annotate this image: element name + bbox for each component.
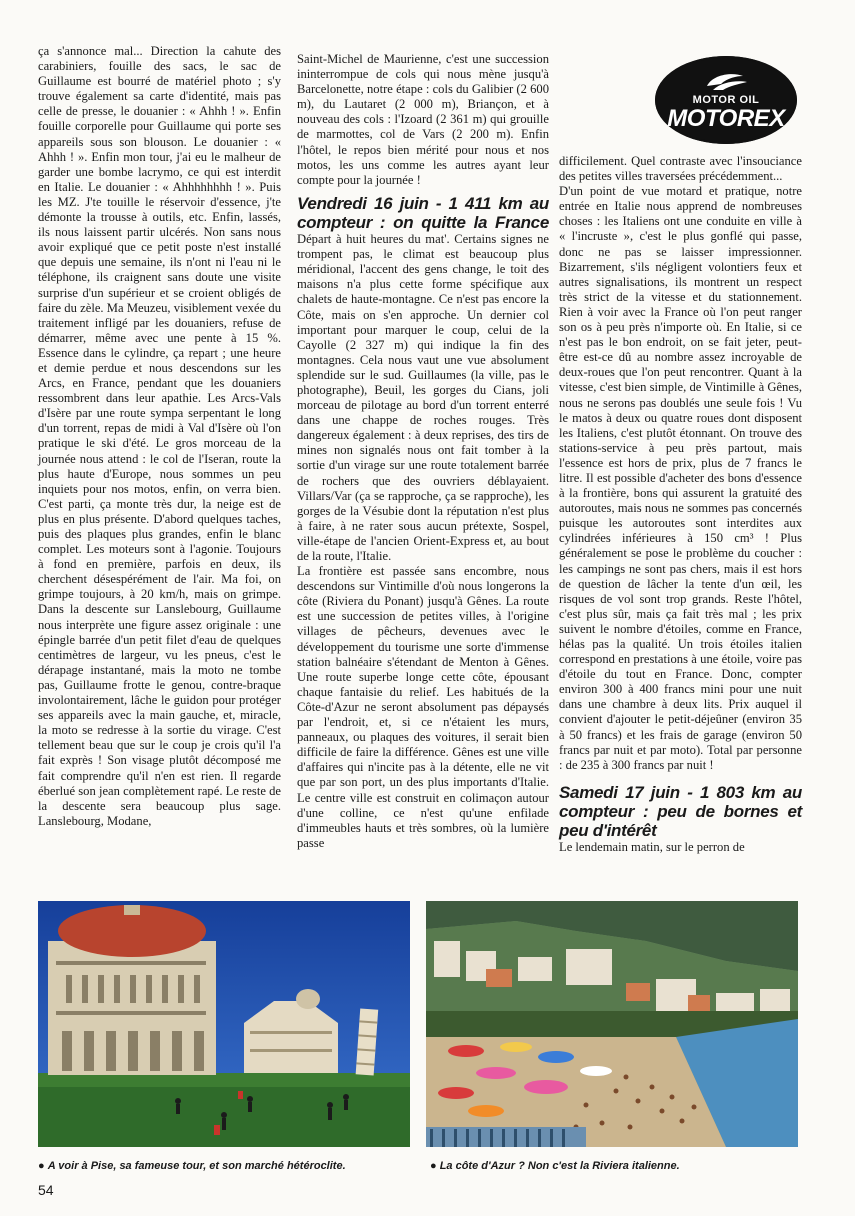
logo-title: MOTOREX [667,104,785,132]
bullet-icon: ● [38,1160,48,1172]
article-column-3 [559,154,802,855]
article-paragraph: difficilement. Quel contraste avec l'insouciance des petites villes traversées précédemment... D'un point de vue motard et pratique, notre entrée en Italie nous apprend de nombreuses choses : les Italiens ont une conduite en ville à « l'incruste », c'est le plus gonflé qui passe, donc ne pas se laisser impressionner. Bizarrement, s'ils négligent volontiers feux et autres signalisations, ils montrent un respect très strict de la vitesse et du stationnement. Rien à voir avec la France où l'on peut ranger son os à peu près n'importe où. En Italie, si ce n'est pas le bon endroit, on se fait jeter, peut-être est-ce dû au nombre assez incroyable de deux-roues que l'on peut rencontrer. Quant à la vitesse, c'est bien simple, de Vintimille à Gênes, nous ne serons pas doublés une seule fois ! Vu le matos à deux ou quatre roues dont disposent les Italiens, c'est plutôt étonnant. On trouve des stations-service à peu près partout, mais l'essence est hors de prix, plus de 7 francs le litre. Il est possible d'acheter des bons d'essence à la frontière, bons qui assurent la gratuité des autoroutes, mais nous ne sommes pas concernés puisque les autoroutes sont interdites aux cylindrées inférieures à 150 cm³ ! Plus généralement se pose le problème du coucher : les campings ne sont pas chers, mais il est hors de question de lâcher la tente d'un œil, les risques de vol sont trop grands. Reste l'hôtel, c'est plus sûr, mais ça fait très mal ; les prix suivent le nombre d'étoiles, comme en France, hélas pas la qualité. Un trois étoiles italien correspond en prestations à une étoile, voire pas d'étoile du tout en France. Donc, compter environ 300 à 400 francs mini pour une nuit dans une chambre à deux lits. Prix auquel il convient d'ajouter le petit-déjeûner (environ 35 à 50 francs) et les frais de garage (environ 50 francs par nuit et par moto). Total par personne : de 235 à 300 francs par nuit ! [559,154,802,772]
article-text: Départ à huit heures du mat'. Certains signes ne trompent pas, le climat est beaucoup plus méridional, l'accent des gens change, le toit des maisons n'a plus cette forme spécifique aux chalets de haute-montagne. Ce n'est pas encore la Côte, mais on s'en approche. Un dernier col important pour marquer le coup, celui de la Cayolle (2 327 m) qui indique la fin des montagnes. Cela nous vaut une vue absolument splendide sur le sud. Guillaumes (la ville, pas le photographe), Beuil, les gorges du Cians, joli morceau de pilotage au bord d'un torrent enterré dans une chappe de roches rouges. Très dangereux également : à deux reprises, des tirs de mines non signalés nous ont fait tomber à la sortie d'un virage sur une route totalement barrée de rochers que des ouvriers déblayaient. Villars/Var (ça se rapproche, ça se rapproche), les gorges de la Vésubie dont la réputation n'est plus à faire, à ne rater sous aucun prétexte, Sospel, ville-étape de l'ancien Orient-Express et, au bout de la route, l'Italie. [297,232,549,563]
logo-subtitle: MOTOR OIL [692,93,760,106]
article-paragraph: ça s'annonce mal... Direction la cahute des carabiniers, fouille des sacs, le sac de Guillaume est bourré de matériel photo ; s'y trouve également sa carte d'identité, mais pas celle de presse, le douanier : « Ahhh ! ». Enfin fouille corporelle pour Guillaume qui porte ses appareils sous son blouson. Le douanier : « Ahhh ! ». Enfin mon tour, j'ai eu le malheur de garder une bombe lacrymo, ce qui est interdit en Italie. Le douanier : « Ahhhhhhhh ! ». Puis les MZ. J'te touille le réservoir d'essence, j'te démonte la trousse à outils, etc. Enfin, lassés, ils nous laissent partir ulcérés. Non sans nous avoir expliqué que ce petit poste n'est installé que depuis une semaine, ils n'ont ni l'eau ni le téléphone, ils craignent sans doute une visite surprise d'un supérieur et se croient obligés de faire du zèle. Ma Meuzeu, visiblement vexée du traitement infligé par les douaniers, refuse de démarrer, même avec une pente à 15 %. Essence dans le cylindre, ça repart ; une heure et demie perdue et nous descendons sur les Arcs, en France, pendant que les douaniers ressombrent dans leur apathie. Les Arcs-Vals d'Isère par une route sympa serpentant le long d'un torrent, repas de midi à Val d'Isère où l'on pratique le ski d'été. Le gros morceau de la journée nous attend : le col de l'Iseran, route la plus haute d'Europe, nous sommes un peu inquiets pour nos motos, enfin, on verra bien. C'est parti, ça monte très dur, la neige est de plus en plus présente. D'abord quelques taches, puis des plaques plus grandes, enfin le blanc complet. Les moteurs sont à l'agonie. Toujours à fond en première, parfois en deux, ils cherchent désespérément de l'air. Ma foi, on grimpe toujours, à 20 km/h, mais on grimpe. Dans la descente sur Lanslebourg, Guillaume nous interprète une figure assez originale : une épingle barrée d'un petit filet d'eau de quelques centimètres de largeur, vu les pneus, c'est le dérapage instantané, mais la moto ne tombe pas, Guillaume frotte le genou, contre-braque involontairement, lâche le guidon pour protéger ses appareils avec la main gauche, et, miracle, la moto se redresse à la sortie du virage. C'est tellement beau que sur le coup je crois qu'il l'a fait exprès ! Son visage plutôt décomposé me fait comprendre qu'il n'en est rien. Il regarde éberlué son jean complètement rapé. Le reste de la descente sera beaucoup plus sage. Lanslebourg, Modane, [38,44,281,828]
motorex-logo [655,56,797,144]
article-paragraph [297,194,549,564]
article-column-1 [38,44,281,829]
bullet-icon: ● [430,1160,440,1172]
article-column-2 [297,52,549,851]
riviera-illustration [426,901,798,1147]
article-paragraph: Saint-Michel de Maurienne, c'est une succession ininterrompue de cols qui nous mène jusqu'à Barcelonette, notre étape : cols du Galibier (2 600 m), du Lautaret (2 000 m), Briançon, et à nouveau des cols : l'Izoard (2 361 m) qui grouille de marmottes, col de Vars (2 200 m). Enfin l'hôtel, le repos bien mérité pour nous et nos motos, les uns comme les autres ayant leur compte pour la journée ! [297,52,549,187]
motorex-swoosh-icon [703,70,749,92]
caption-text: A voir à Pise, sa fameuse tour, et son marché hétéroclite. [47,1160,346,1172]
page-number: 54 [38,1182,54,1198]
article-paragraph: Le lendemain matin, sur le perron de [559,840,745,855]
photo-caption-riviera [430,1160,680,1172]
pisa-illustration [38,901,410,1147]
photo-caption-pisa [38,1160,346,1172]
section-heading: Samedi 17 juin - 1 803 km au compteur : peu de bornes et peu d'intérêt [559,782,802,841]
section-heading: Vendredi 16 juin - 1 411 km au compteur : on quitte la France [297,193,549,232]
riviera-photo [426,901,798,1147]
article-paragraph: La frontière est passée sans encombre, nous descendons sur Vintimille d'où nous longerons la côte (Riviera du Ponant) jusqu'à Gênes. La route est une succession de petites villes, à l'origine villages de pêcheurs, devenues avec le développement du tourisme une sorte d'immense station balnéaire s'étendant de Menton à Gênes. Une route superbe longe cette côte, épousant chaque fantaisie du relief. Les habitués de la Côte-d'Azur ne seront absolument pas dépaysés par l'endroit, et, si ce n'étaient les murs, panneaux, ou plaques des voitures, il serait bien difficile de faire la différence. Gênes est une ville d'affaires qui n'incite pas à la détente, elle ne vit que par son port, un des plus importants d'Italie. Le centre ville est construit en colimaçon autour d'une colline, ce n'est qu'une enfilade d'immeubles hauts et très sombres, où la lumière passe [297,564,549,850]
article-paragraph [559,783,802,840]
caption-text: La côte d'Azur ? Non c'est la Riviera italienne. [439,1160,680,1172]
pisa-photo [38,901,410,1147]
